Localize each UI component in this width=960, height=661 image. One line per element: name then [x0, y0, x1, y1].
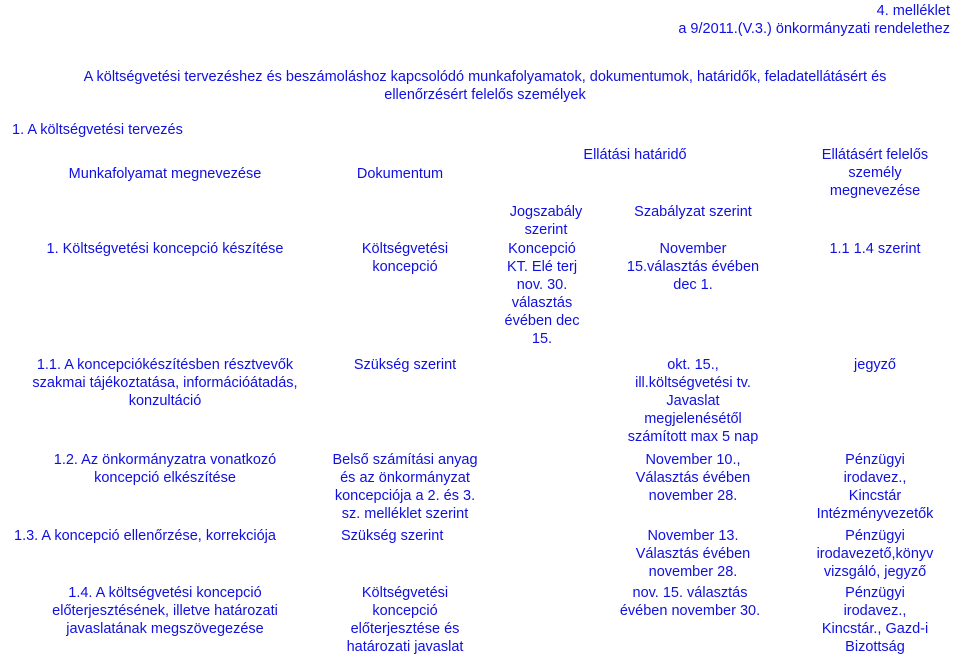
row3-document: Belső számítási anyag és az önkormányzat koncepciója a 2. és 3. sz. melléklet szerint: [332, 452, 478, 522]
row2-workflow: 1.1. A koncepciókészítésben résztvevők szakmai tájékoztatása, információátadás, konzultáció: [32, 357, 298, 409]
annex-number: 4. melléklet: [876, 3, 950, 19]
header-law: Jogszabály szerint: [509, 204, 583, 238]
row4-rules: November 13. Választás évében november 28.: [635, 528, 751, 580]
document-title-line2: ellenőrzésért felelős személyek: [384, 87, 586, 103]
row5-workflow: 1.4. A költségvetési koncepció előterjesztésének, illetve határozati javaslatának megszövegezése: [52, 585, 278, 637]
annex-regulation: a 9/2011.(V.3.) önkormányzati rendelethez: [678, 21, 950, 37]
section-title: 1. A költségvetési tervezés: [12, 122, 183, 138]
row3-rules: November 10., Választás évében november 28.: [635, 452, 751, 504]
header-workflow: Munkafolyamat megnevezése: [68, 166, 262, 182]
row5-rules: nov. 15. választás évében november 30.: [619, 585, 761, 619]
row5-document: Költségvetési koncepció előterjesztése és határozati javaslat: [346, 585, 464, 655]
row1-responsible: 1.1 1.4 szerint: [829, 241, 921, 257]
row2-document: Szükség szerint: [353, 357, 457, 373]
annex-header: [550, 2, 950, 38]
row2-responsible: jegyző: [854, 357, 896, 373]
document-title-line1: A költségvetési tervezéshez és beszámoláshoz kapcsolódó munkafolyamatok, dokumentumok, határidők, feladatellátásért és: [83, 69, 887, 85]
header-rules: Szabályzat szerint: [634, 204, 752, 220]
row4-responsible: Pénzügyi irodavezető,könyv vizsgáló, jegyző: [816, 528, 934, 580]
row5-responsible: Pénzügyi irodavez., Kincstár., Gazd-i Bizottság: [821, 585, 929, 655]
row4-document: Szükség szerint: [341, 528, 444, 544]
row1-workflow: 1. Költségvetési koncepció készítése: [46, 241, 284, 257]
row3-workflow: 1.2. Az önkormányzatra vonatkozó koncepció elkészítése: [53, 452, 277, 486]
row4-workflow: 1.3. A koncepció ellenőrzése, korrekciója: [14, 528, 276, 544]
row1-document: Költségvetési koncepció: [361, 241, 449, 275]
header-document: Dokumentum: [356, 166, 444, 182]
row3-responsible: Pénzügyi irodavez., Kincstár Intézményvezetők: [816, 452, 934, 522]
document-title: [20, 68, 950, 104]
row1-law: Koncepció KT. Elé terj nov. 30. választás évében dec 15.: [504, 241, 580, 347]
row1-rules: November 15.választás évében dec 1.: [626, 241, 760, 293]
header-deadline: Ellátási határidő: [583, 147, 687, 163]
row2-rules: okt. 15., ill.költségvetési tv. Javaslat megjelenésétől számított max 5 nap: [627, 357, 759, 445]
header-responsible: Ellátásért felelős személy megnevezése: [821, 147, 929, 199]
